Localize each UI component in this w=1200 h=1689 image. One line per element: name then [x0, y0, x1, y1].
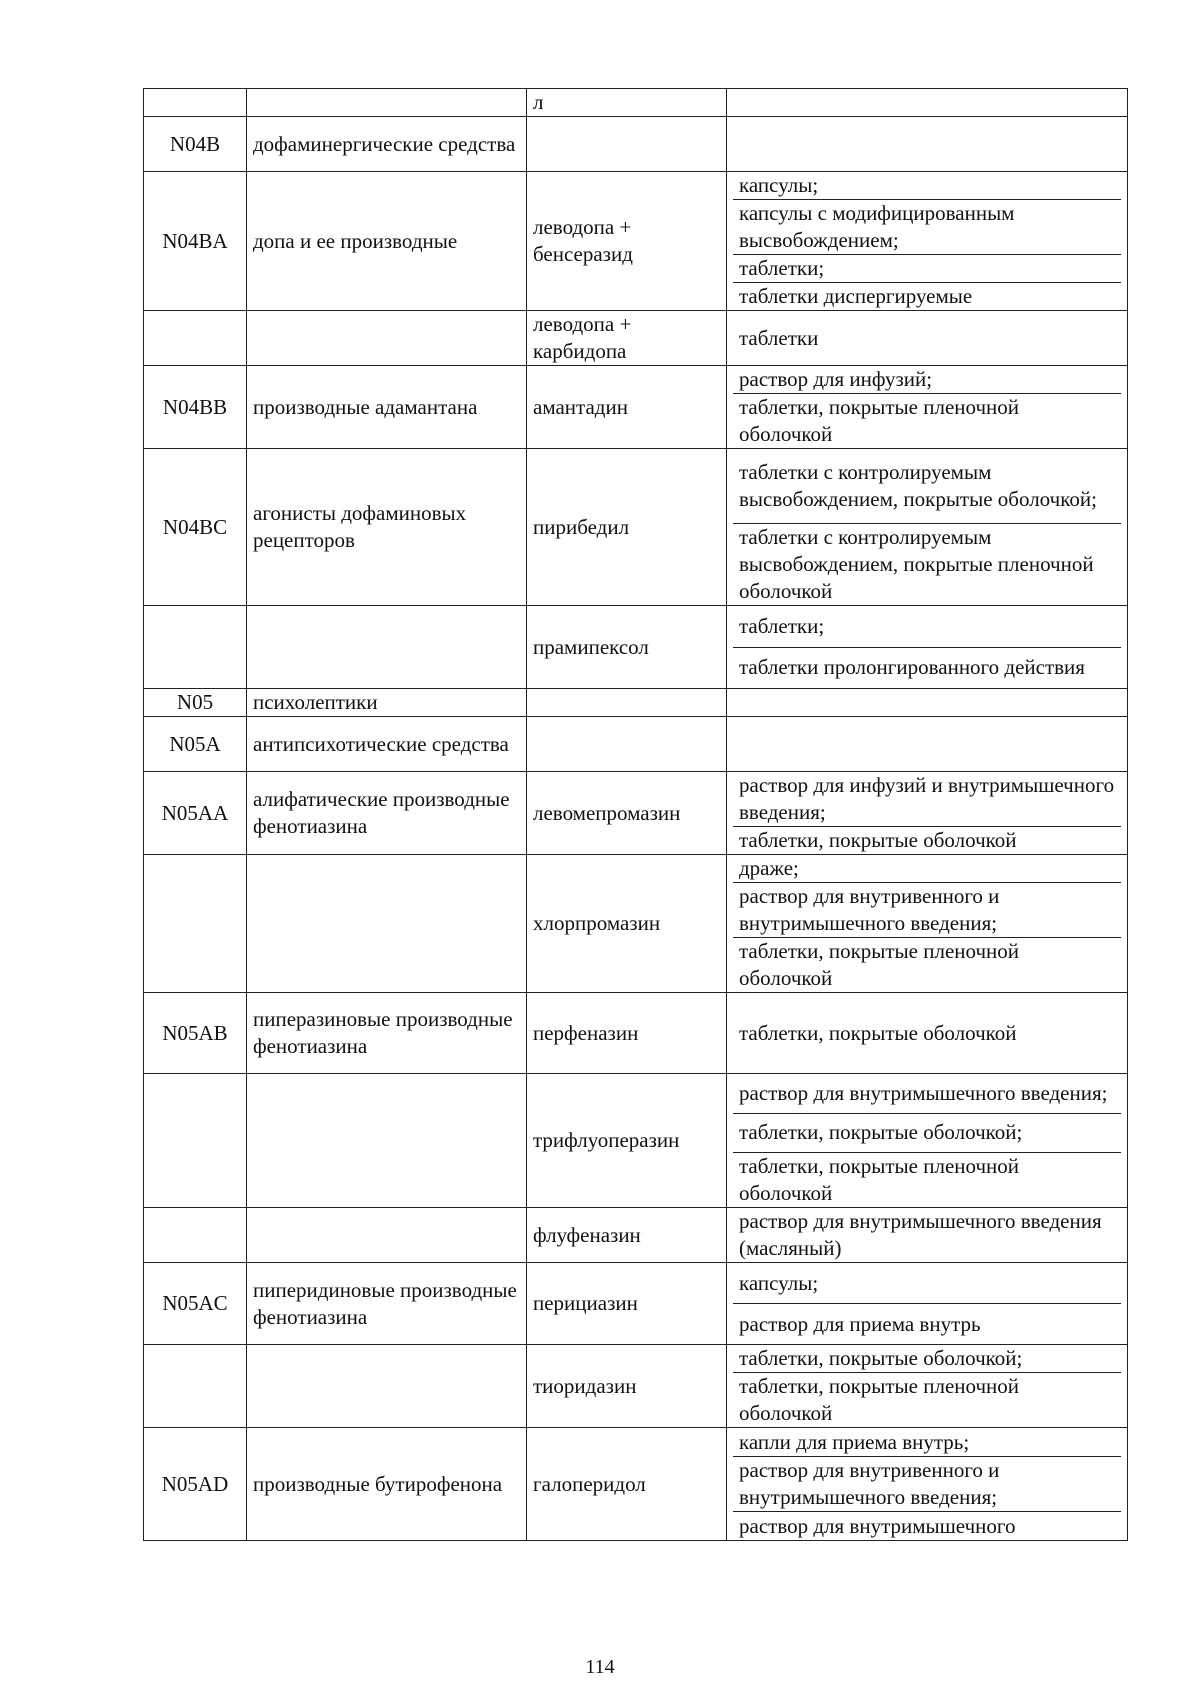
table-row: [144, 1263, 1128, 1345]
dosage-form-item: таблетки, покрытые оболочкой: [733, 826, 1121, 854]
atc-code-cell: [144, 855, 247, 993]
dosage-forms-cell: [727, 717, 1128, 772]
dosage-forms-list: [733, 1074, 1121, 1207]
dosage-form-item: раствор для приема внутрь: [733, 1303, 1121, 1344]
dosage-forms-cell: [727, 855, 1128, 993]
drug-name-cell: леводопа + карбидопа: [527, 311, 727, 366]
group-name-cell: агонисты дофаминовых рецепторов: [247, 449, 527, 606]
table-row: [144, 366, 1128, 449]
table-row: [144, 449, 1128, 606]
dosage-forms-list: [733, 1208, 1121, 1262]
dosage-forms-list: [733, 1345, 1121, 1427]
group-name-cell: [247, 1074, 527, 1208]
group-name-cell: [247, 855, 527, 993]
dosage-forms-cell: [727, 772, 1128, 855]
drug-name-cell: перициазин: [527, 1263, 727, 1345]
group-name-cell: пиперидиновые производные фенотиазина: [247, 1263, 527, 1345]
atc-code-cell: N05AC: [144, 1263, 247, 1345]
dosage-form-item: раствор для внутривенного и внутримышечного введения;: [733, 1456, 1121, 1511]
group-name-cell: антипсихотические средства: [247, 717, 527, 772]
drug-name-cell: тиоридазин: [527, 1345, 727, 1428]
dosage-forms-list: [733, 1263, 1121, 1344]
group-name-cell: производные адамантана: [247, 366, 527, 449]
group-name-cell: дофаминергические средства: [247, 117, 527, 172]
table-row: [144, 117, 1128, 172]
atc-code-cell: N04B: [144, 117, 247, 172]
dosage-form-item: таблетки диспергируемые: [733, 282, 1121, 310]
dosage-forms-cell: [727, 606, 1128, 689]
table-row: [144, 1208, 1128, 1263]
atc-code-cell: N05: [144, 689, 247, 717]
dosage-form-item: раствор для внутримышечного: [733, 1511, 1121, 1540]
table-row: [144, 311, 1128, 366]
dosage-form-item: капли для приема внутрь;: [739, 1429, 970, 1454]
drug-name-cell: л: [527, 89, 727, 117]
drug-name-cell: перфеназин: [527, 993, 727, 1074]
dosage-form-item: драже;: [739, 856, 799, 880]
dosage-form-item: таблетки: [739, 325, 819, 350]
table-row: [144, 993, 1128, 1074]
dosage-form-item: капсулы;: [739, 173, 819, 197]
atc-code-cell: [144, 1208, 247, 1263]
dosage-form-item: раствор для инфузий;: [739, 367, 933, 391]
dosage-forms-cell: [727, 689, 1128, 717]
table-row: [144, 1074, 1128, 1208]
group-name-cell: производные бутирофенона: [247, 1428, 527, 1541]
dosage-forms-list: [733, 993, 1121, 1073]
table-row: [144, 855, 1128, 993]
drug-name-cell: амантадин: [527, 366, 727, 449]
group-name-cell: [247, 606, 527, 689]
table-row: [144, 172, 1128, 311]
drug-name-cell: прамипексол: [527, 606, 727, 689]
atc-code-cell: N04BA: [144, 172, 247, 311]
atc-code-cell: [144, 1345, 247, 1428]
dosage-forms-list: [733, 689, 1121, 716]
dosage-form-item: капсулы с модифицированным высвобождением;: [733, 199, 1121, 254]
table-row: [144, 606, 1128, 689]
group-name-cell: допа и ее производные: [247, 172, 527, 311]
dosage-forms-list: [733, 172, 1121, 310]
table-row: [144, 717, 1128, 772]
drug-name-cell: [527, 689, 727, 717]
dosage-forms-list: [733, 449, 1121, 605]
dosage-forms-cell: [727, 89, 1128, 117]
atc-code-cell: N05AD: [144, 1428, 247, 1541]
dosage-form-item: таблетки, покрытые оболочкой;: [733, 1113, 1121, 1153]
dosage-form-item: таблетки, покрытые оболочкой: [739, 1020, 1017, 1045]
drug-name-cell: [527, 117, 727, 172]
dosage-forms-list: [733, 1428, 1121, 1540]
page-number: 114: [585, 1656, 615, 1678]
dosage-forms-cell: [727, 172, 1128, 311]
atc-code-cell: [144, 89, 247, 117]
dosage-form-item: раствор для внутримышечного введения;: [739, 1080, 1108, 1105]
atc-code-cell: [144, 1074, 247, 1208]
dosage-form-item: капсулы;: [739, 1270, 819, 1295]
atc-code-cell: N04BC: [144, 449, 247, 606]
dosage-form-item: таблетки пролонгированного действия: [733, 647, 1121, 689]
dosage-form-item: [733, 717, 1121, 771]
drug-table: [143, 88, 1128, 1541]
dosage-forms-list: [733, 855, 1121, 992]
atc-code-cell: [144, 311, 247, 366]
dosage-form-item: таблетки с контролируемым высвобождением, покрытые пленочной оболочкой: [733, 523, 1121, 605]
dosage-form-item: таблетки;: [733, 254, 1121, 282]
dosage-form-item: [733, 689, 1121, 716]
dosage-forms-list: [733, 117, 1121, 171]
dosage-form-item: таблетки, покрытые пленочной оболочкой: [733, 1152, 1121, 1207]
dosage-form-item: таблетки с контролируемым высвобождением, покрытые оболочкой;: [739, 460, 1097, 511]
dosage-form-item: раствор для инфузий и внутримышечного введения;: [739, 773, 1115, 824]
dosage-forms-cell: [727, 311, 1128, 366]
dosage-forms-list: [733, 606, 1121, 688]
atc-code-cell: N04BB: [144, 366, 247, 449]
table-row: [144, 1428, 1128, 1541]
dosage-forms-list: [733, 311, 1121, 365]
dosage-forms-cell: [727, 1428, 1128, 1541]
dosage-form-item: [733, 117, 1121, 171]
drug-name-cell: трифлуоперазин: [527, 1074, 727, 1208]
dosage-forms-cell: [727, 1208, 1128, 1263]
dosage-form-item: таблетки, покрытые пленочной оболочкой: [733, 937, 1121, 992]
dosage-forms-cell: [727, 1345, 1128, 1428]
dosage-forms-cell: [727, 993, 1128, 1074]
dosage-forms-cell: [727, 117, 1128, 172]
dosage-forms-list: [733, 717, 1121, 771]
dosage-form-item: таблетки, покрытые оболочкой;: [739, 1346, 1023, 1370]
dosage-forms-list: [733, 366, 1121, 448]
dosage-forms-cell: [727, 1263, 1128, 1345]
dosage-forms-cell: [727, 366, 1128, 449]
dosage-form-item: раствор для внутримышечного введения (масляный): [739, 1209, 1102, 1260]
table-row: [144, 772, 1128, 855]
dosage-forms-cell: [727, 1074, 1128, 1208]
dosage-form-item: таблетки;: [739, 613, 825, 638]
table-row: [144, 89, 1128, 117]
atc-code-cell: N05AA: [144, 772, 247, 855]
dosage-form-item: раствор для внутривенного и внутримышечного введения;: [733, 882, 1121, 937]
dosage-forms-list: [733, 89, 1121, 116]
group-name-cell: [247, 311, 527, 366]
dosage-forms-list: [733, 772, 1121, 854]
drug-name-cell: [527, 717, 727, 772]
dosage-form-item: таблетки, покрытые пленочной оболочкой: [733, 1372, 1121, 1427]
table-row: [144, 1345, 1128, 1428]
group-name-cell: алифатические производные фенотиазина: [247, 772, 527, 855]
drug-name-cell: пирибедил: [527, 449, 727, 606]
group-name-cell: [247, 89, 527, 117]
table-body: [144, 89, 1128, 1541]
group-name-cell: психолептики: [247, 689, 527, 717]
drug-name-cell: флуфеназин: [527, 1208, 727, 1263]
group-name-cell: пиперазиновые производные фенотиазина: [247, 993, 527, 1074]
drug-name-cell: галоперидол: [527, 1428, 727, 1541]
drug-name-cell: хлорпромазин: [527, 855, 727, 993]
drug-name-cell: левомепромазин: [527, 772, 727, 855]
atc-code-cell: N05AB: [144, 993, 247, 1074]
table-row: [144, 689, 1128, 717]
dosage-form-item: таблетки, покрытые пленочной оболочкой: [733, 393, 1121, 448]
dosage-forms-cell: [727, 449, 1128, 606]
atc-code-cell: N05A: [144, 717, 247, 772]
atc-code-cell: [144, 606, 247, 689]
dosage-form-item: [733, 89, 1121, 116]
drug-name-cell: леводопа + бенсеразид: [527, 172, 727, 311]
group-name-cell: [247, 1208, 527, 1263]
group-name-cell: [247, 1345, 527, 1428]
